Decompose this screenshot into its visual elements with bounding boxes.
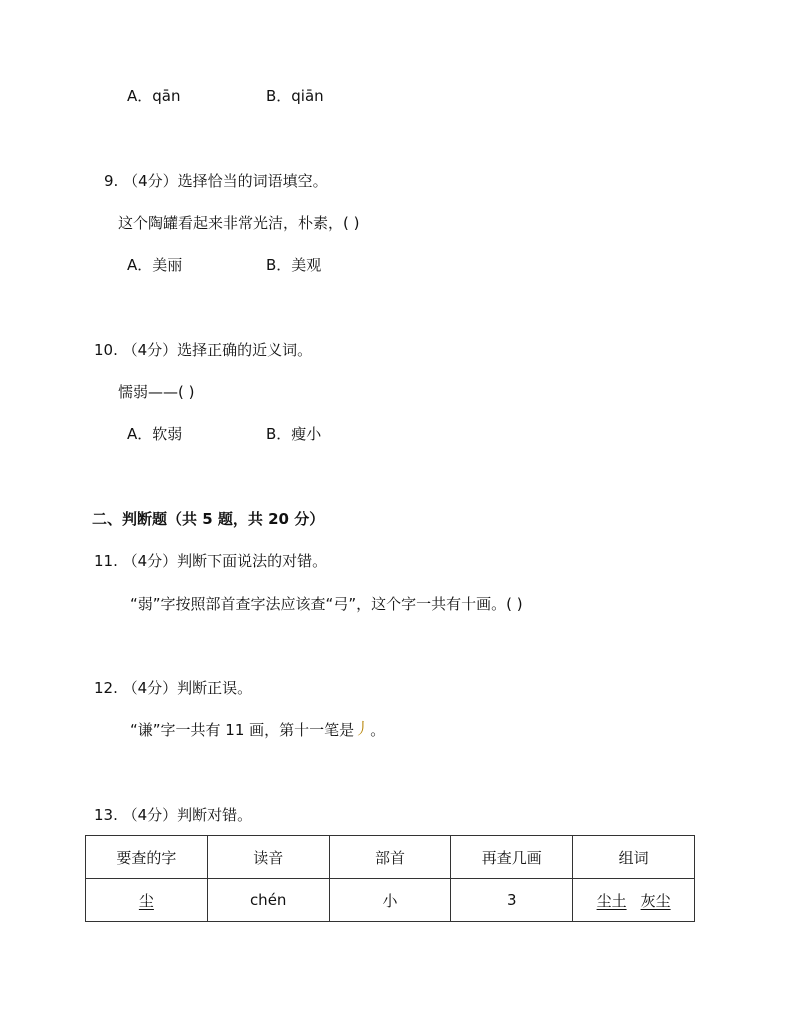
table-header-cell: 部首 bbox=[329, 836, 451, 879]
q12-header: 12. （4分）判断正误。 bbox=[94, 679, 253, 697]
q10-header: 10. （4分）选择正确的近义词。 bbox=[94, 341, 313, 359]
cell-word-1: 尘土 bbox=[596, 891, 627, 910]
q10-prompt: 懦弱——( ) bbox=[118, 383, 195, 401]
q10-option-a[interactable]: A．软弱 bbox=[127, 425, 183, 443]
q9-option-a[interactable]: A．美丽 bbox=[127, 256, 183, 274]
table-header-cell: 再查几画 bbox=[451, 836, 573, 879]
q9-prompt: 这个陶罐看起来非常光洁，朴素，( ) bbox=[118, 214, 360, 232]
q11-statement: “弱”字按照部首查字法应该查“弓”，这个字一共有十画。( ) bbox=[130, 595, 523, 613]
q8-option-a[interactable]: A．qān bbox=[127, 87, 181, 105]
cell-words bbox=[573, 879, 695, 922]
q8-option-b[interactable]: B．qiān bbox=[266, 87, 324, 105]
cell-char: 尘 bbox=[86, 879, 208, 922]
q12-statement bbox=[130, 720, 385, 740]
cell-radical: 小 bbox=[329, 879, 451, 922]
q10-option-b[interactable]: B．瘦小 bbox=[266, 425, 322, 443]
q11-header: 11. （4分）判断下面说法的对错。 bbox=[94, 552, 328, 570]
cell-strokes: 3 bbox=[451, 879, 573, 922]
table-header-cell: 要查的字 bbox=[86, 836, 208, 879]
q9-option-b[interactable]: B．美观 bbox=[266, 256, 322, 274]
table-header-cell: 读音 bbox=[207, 836, 329, 879]
q12-statement-end: 。 bbox=[370, 721, 386, 739]
q9-header: 9. （4分）选择恰当的词语填空。 bbox=[104, 172, 328, 190]
q13-header: 13. （4分）判断对错。 bbox=[94, 806, 253, 824]
cell-pinyin: chén bbox=[207, 879, 329, 922]
dictionary-lookup-table bbox=[85, 835, 695, 922]
q12-statement-text: “谦”字一共有 11 画，第十一笔是 bbox=[130, 721, 355, 739]
table-header-row bbox=[86, 836, 695, 879]
section-title: 二、判断题（共 5 题，共 20 分） bbox=[92, 510, 325, 528]
table-header-cell: 组词 bbox=[573, 836, 695, 879]
cell-word-2: 灰尘 bbox=[640, 891, 671, 910]
stroke-pie-icon: 丿 bbox=[354, 719, 371, 738]
table-row bbox=[86, 879, 695, 922]
